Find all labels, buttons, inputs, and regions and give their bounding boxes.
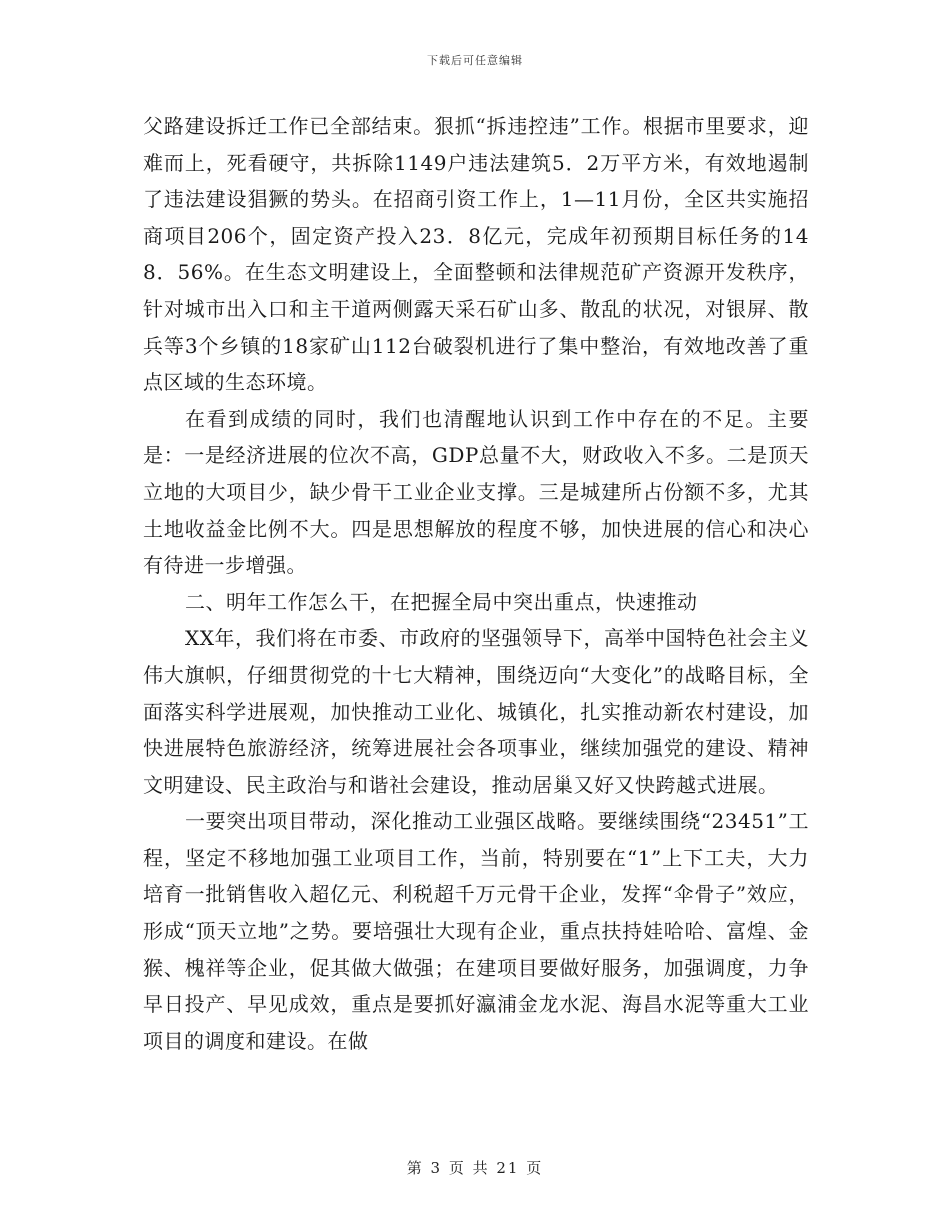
page-header: 下载后可任意编辑 [427,54,523,67]
document-body [143,108,809,1059]
paragraph-2: 在看到成绩的同时，我们也清醒地认识到工作中存在的不足。主要是：一是经济进展的位次不高，GDP总量不大，财政收入不多。二是顶天立地的大项目少，缺少骨干工业企业支撑。三是城建所占份额不多，尤其土地收益金比例不大。四是思想解放的程度不够，加快进展的信心和决心有待进一步增强。 [143,406,809,578]
paragraph-4: 一要突出项目带动，深化推动工业强区战略。要继续围绕“23451”工程，坚定不移地加强工业项目工作，当前，特别要在“1”上下工夫，大力培育一批销售收入超亿元、利税超千万元骨干企业，发挥“伞骨子”效应，形成“顶天立地”之势。要培强壮大现有企业，重点扶持娃哈哈、富煌、金猴、槐祥等企业，促其做大做强；在建项目要做好服务，加强调度，力争早日投产、早见成效，重点是要抓好瀛浦金龙水泥、海昌水泥等重大工业项目的调度和建设。在做 [143,809,809,1053]
paragraph-1: 父路建设拆迁工作已全部结束。狠抓“拆违控违”工作。根据市里要求，迎难而上，死看硬守，共拆除1149户违法建筑5．2万平方米，有效地遏制了违法建设猖獗的势头。在招商引资工作上，1—11月份，全区共实施招商项目206个，固定资产投入23．8亿元，完成年初预期目标任务的148．56%。在生态文明建设上，全面整顿和法律规范矿产资源开发秩序，针对城市出入口和主干道两侧露天采石矿山多、散乱的状况，对银屏、散兵等3个乡镇的18家矿山112台破裂机进行了集中整治，有效地改善了重点区域的生态环境。 [143,114,809,395]
paragraph-3: XX年，我们将在市委、市政府的坚强领导下，高举中国特色社会主义伟大旗帜，仔细贯彻党的十七大精神，围绕迈向“大变化”的战略目标，全面落实科学进展观，加快推动工业化、城镇化，扎实推动新农村建设，加快进展特色旅游经济，统筹进展社会各项事业，继续加强党的建设、精神文明建设、民主政治与和谐社会建设，推动居巢又好又快跨越式进展。 [143,626,809,797]
page-footer: 第 3 页 共 21 页 [406,1159,544,1177]
section-heading: 二、明年工作怎么干，在把握全局中突出重点，快速推动 [185,589,698,614]
